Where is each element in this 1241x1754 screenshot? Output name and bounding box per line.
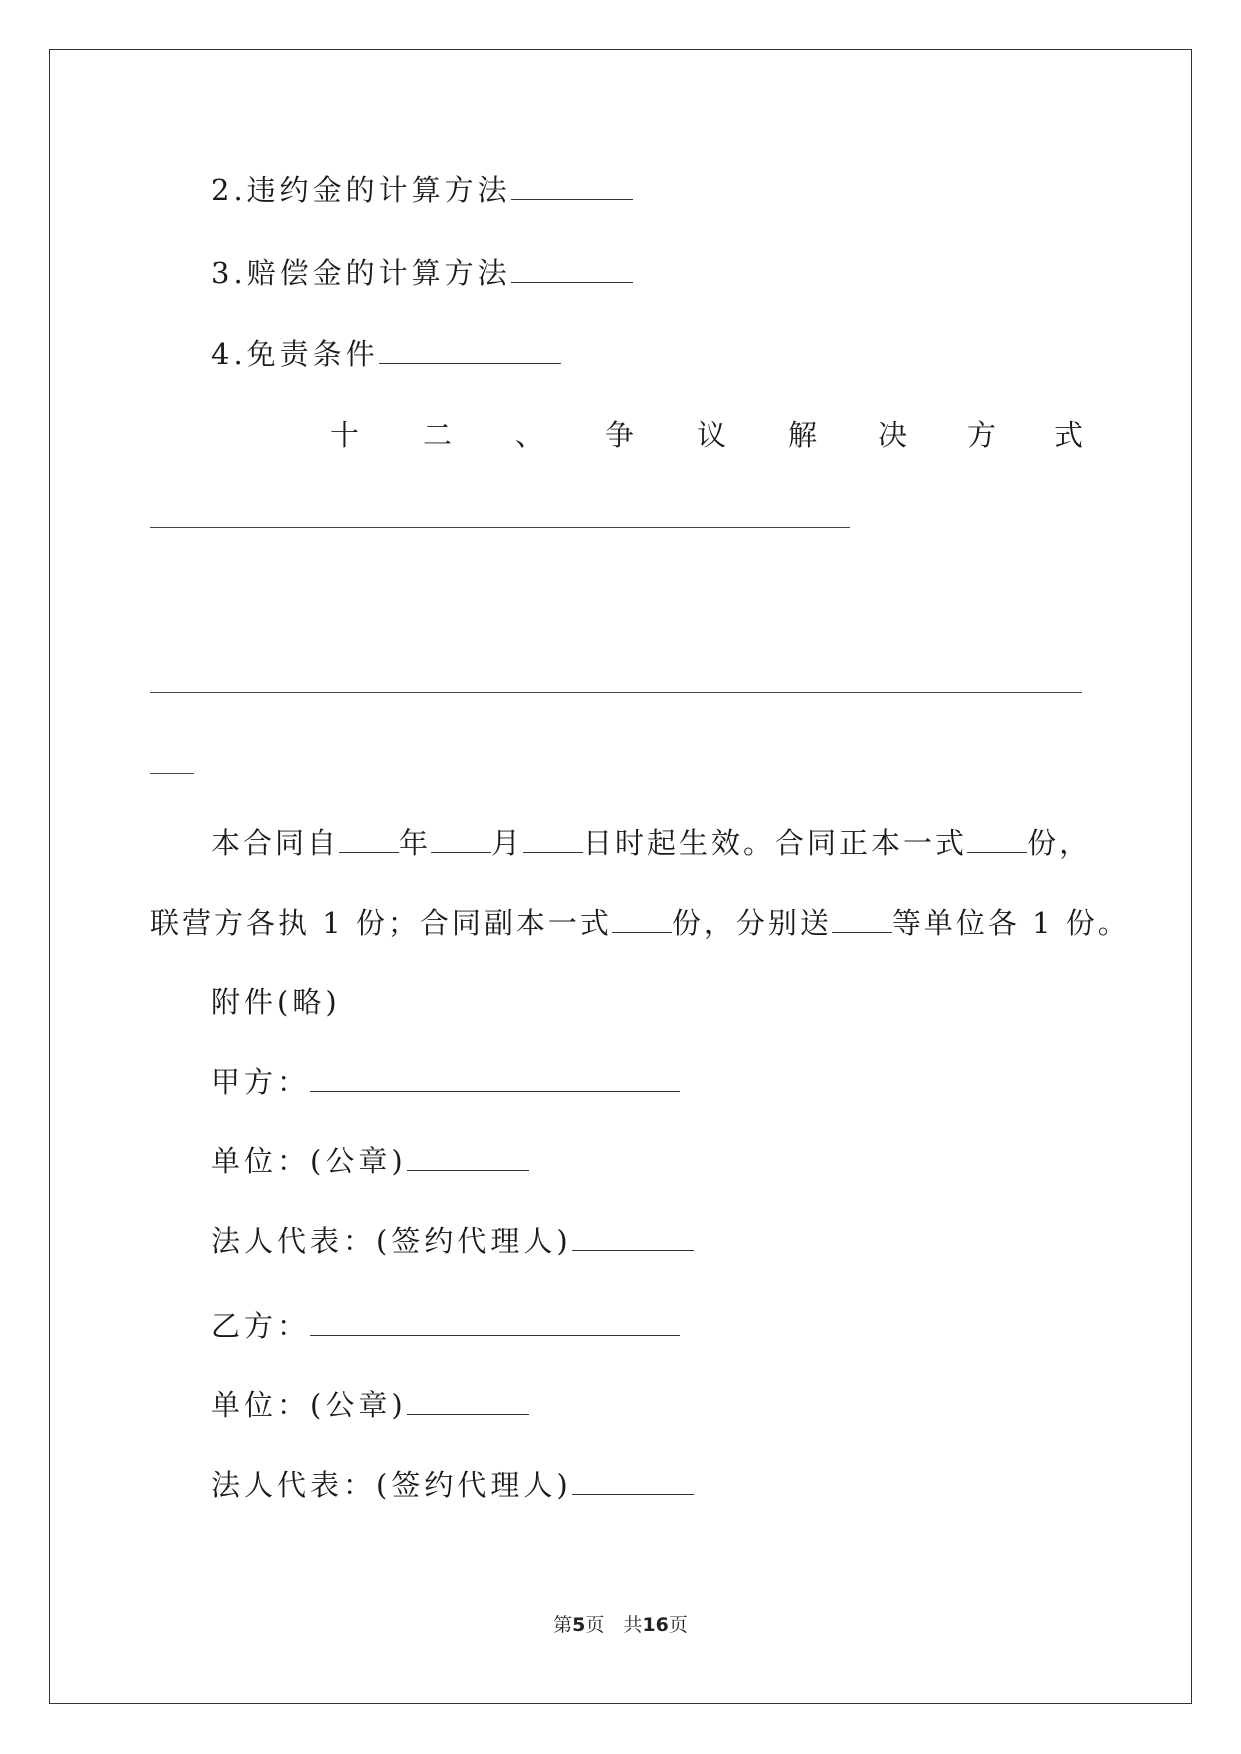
year-blank[interactable] (339, 824, 399, 853)
attachment-line: 附件(略) (211, 985, 341, 1019)
heading-char: 二 (423, 418, 453, 452)
party-a-unit-line (211, 1141, 529, 1181)
effective-line-1 (211, 823, 1091, 863)
penalty-calc-label: 2.违约金的计算方法 (211, 173, 511, 207)
effective-text: 日时起生效。合同正本一式 (583, 826, 968, 860)
party-a-rep-line (211, 1221, 694, 1261)
exemption-line (211, 334, 561, 374)
total-pages: 16 (642, 1614, 669, 1636)
heading-char: 议 (697, 418, 727, 452)
page-footer (0, 1610, 1241, 1637)
party-b-label: 乙方： (211, 1309, 311, 1343)
heading-char: 十 (330, 418, 360, 452)
party-b-rep-line (211, 1465, 694, 1505)
heading-char: 争 (605, 418, 635, 452)
party-a-unit-blank[interactable] (407, 1142, 529, 1171)
party-a-blank[interactable] (310, 1063, 680, 1092)
heading-char: 解 (788, 418, 818, 452)
party-b-unit-label: 单位：(公章) (211, 1388, 407, 1422)
footer-text: 第 (553, 1614, 573, 1636)
penalty-calc-blank[interactable] (511, 171, 633, 200)
exemption-label: 4.免责条件 (211, 337, 379, 371)
dispute-blank-1[interactable] (150, 527, 850, 528)
original-copies-blank[interactable] (967, 824, 1027, 853)
page-number: 5 (572, 1614, 586, 1636)
party-a-line (211, 1062, 680, 1102)
month-blank[interactable] (431, 824, 491, 853)
party-a-unit-label: 单位：(公章) (211, 1144, 407, 1178)
year-label: 年 (399, 826, 432, 860)
party-b-blank[interactable] (310, 1307, 680, 1336)
effective-text: 等单位各 1 份。 (891, 906, 1130, 940)
effective-text: 份，分别送 (671, 906, 832, 940)
heading-char: 、 (515, 418, 545, 452)
duplicate-copies-blank[interactable] (612, 904, 672, 933)
party-a-rep-blank[interactable] (572, 1222, 694, 1251)
heading-char: 式 (1054, 418, 1084, 452)
party-b-rep-label: 法人代表：(签约代理人) (211, 1468, 572, 1502)
heading-char: 决 (878, 418, 908, 452)
section-12-heading (150, 413, 1082, 457)
compensation-calc-blank[interactable] (511, 254, 633, 283)
exemption-blank[interactable] (379, 335, 561, 364)
party-a-rep-label: 法人代表：(签约代理人) (211, 1224, 572, 1258)
compensation-calc-label: 3.赔偿金的计算方法 (211, 256, 511, 290)
party-b-unit-line (211, 1385, 529, 1425)
recipient-units-blank[interactable] (832, 904, 892, 933)
footer-text: 页 (668, 1614, 688, 1636)
footer-text: 页 共 (585, 1614, 643, 1636)
party-b-rep-blank[interactable] (572, 1466, 694, 1495)
day-blank[interactable] (523, 824, 583, 853)
page-frame (49, 49, 1192, 1704)
compensation-calc-line (211, 253, 633, 293)
party-a-label: 甲方： (211, 1065, 311, 1099)
heading-char: 方 (967, 418, 997, 452)
party-b-line (211, 1306, 680, 1346)
effective-text: 本合同自 (211, 826, 340, 860)
dispute-blank-3[interactable] (150, 773, 194, 774)
effective-text: 份， (1027, 826, 1092, 860)
dispute-blank-2[interactable] (150, 692, 1082, 693)
effective-line-2 (150, 903, 1130, 943)
month-label: 月 (491, 826, 524, 860)
penalty-calc-line (211, 170, 633, 210)
party-b-unit-blank[interactable] (407, 1386, 529, 1415)
effective-text: 联营方各执 1 份；合同副本一式 (150, 906, 612, 940)
